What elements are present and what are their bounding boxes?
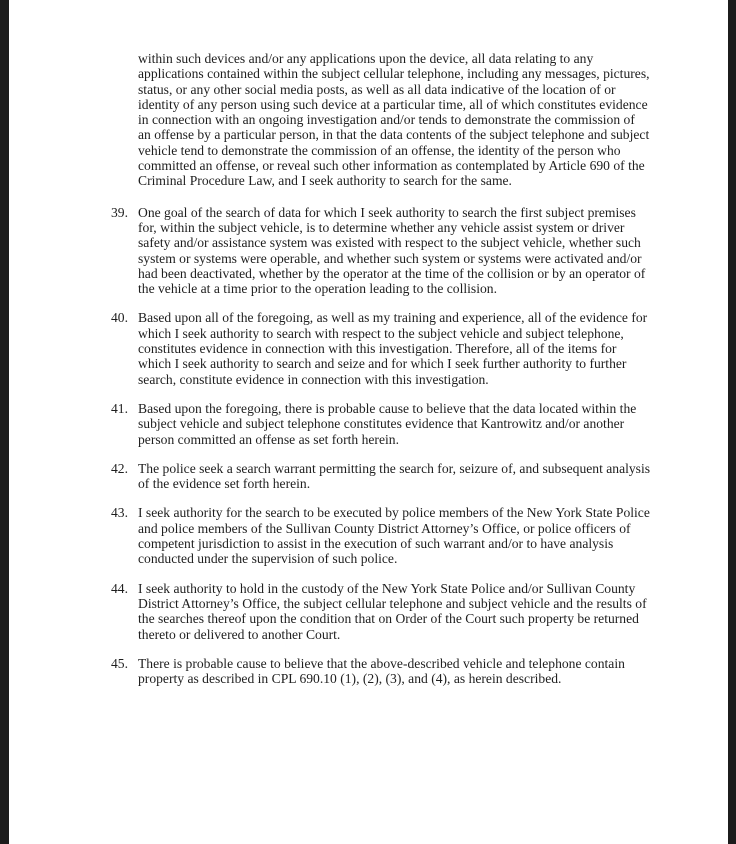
paragraph-45 [111,656,651,687]
paragraph-text: There is probable cause to believe that the above-described vehicle and telephone contain property as described in CPL 690.10 (1), (2), (3), and (4), as herein described. [138,655,625,687]
paragraph-39 [111,205,651,297]
paragraph-42 [111,461,651,492]
paragraph-number: 43. [111,505,128,521]
paragraph-number: 44. [111,580,128,596]
document-body [111,51,651,700]
viewer-right-edge [728,0,736,844]
document-page [9,4,728,844]
paragraph-number: 41. [111,400,128,416]
paragraph-text: Based upon all of the foregoing, as well as my training and experience, all of the evidence for which I seek authority to search with respect to the subject vehicle and subject telephone, constitutes evidence in connection with this investigation. Therefore, all of the items for which I seek authority to search and seize and for which I seek further authority to further search, constitute evidence in connection with this investigation. [138,310,648,387]
numbered-paragraphs [111,205,651,687]
paragraph-44 [111,581,651,642]
paragraph-text: Based upon the foregoing, there is probable cause to believe that the data located within the subject vehicle and subject telephone constitutes evidence that Kantrowitz and/or another person committed an offense as set forth herein. [138,400,637,447]
paragraph-40 [111,310,651,386]
paragraph-number: 40. [111,310,128,326]
paragraph-number: 39. [111,204,128,220]
paragraph-text: I seek authority to hold in the custody of the New York State Police and/or Sullivan County District Attorney’s Office, the subject cellular telephone and subject vehicle and the results of the searches thereof upon the condition that on Order of the Court such property be returned thereto or delivered to another Court. [138,580,647,642]
paragraph-text: The police seek a search warrant permitting the search for, seizure of, and subsequent analysis of the evidence set forth herein. [138,460,651,492]
paragraph-text: One goal of the search of data for which I seek authority to search the first subject premises for, within the subject vehicle, is to determine whether any vehicle assist system or driver safety and/or assistance system was existed with respect to the subject vehicle, whether such system or systems were operable, and whether such system or systems were activated and/or had been deactivated, whether by the operator at the time of the collision or by an operator of the vehicle at a time prior to the operation leading to the collision. [138,204,646,297]
paragraph-number: 45. [111,655,128,671]
viewer-left-edge [0,0,9,844]
paragraph-41 [111,401,651,447]
paragraph-43 [111,505,651,566]
paragraph-text: I seek authority for the search to be executed by police members of the New York State Police and police members of the Sullivan County District Attorney’s Office, or police officers of competent jurisdiction to assist in the execution of such warrant and/or to have analysis conducted under the supervision of such police. [138,505,650,567]
continued-paragraph: within such devices and/or any applications upon the device, all data relating to any applications contained within the subject cellular telephone, including any messages, pictures, status, or any other social media posts, as well as all data indicative of the location of or identity of any person using such device at a particular time, all of which constitutes evidence in connection with an ongoing investigation and/or tends to demonstrate the commission of an offense by a particular person, in that the data contents of the subject telephone and subject vehicle tend to demonstrate the commission of an offense, the identity of the person who committed an offense, or reveal such other information as contemplated by Article 690 of the Criminal Procedure Law, and I seek authority to search for the same. [138,51,650,189]
paragraph-number: 42. [111,460,128,476]
